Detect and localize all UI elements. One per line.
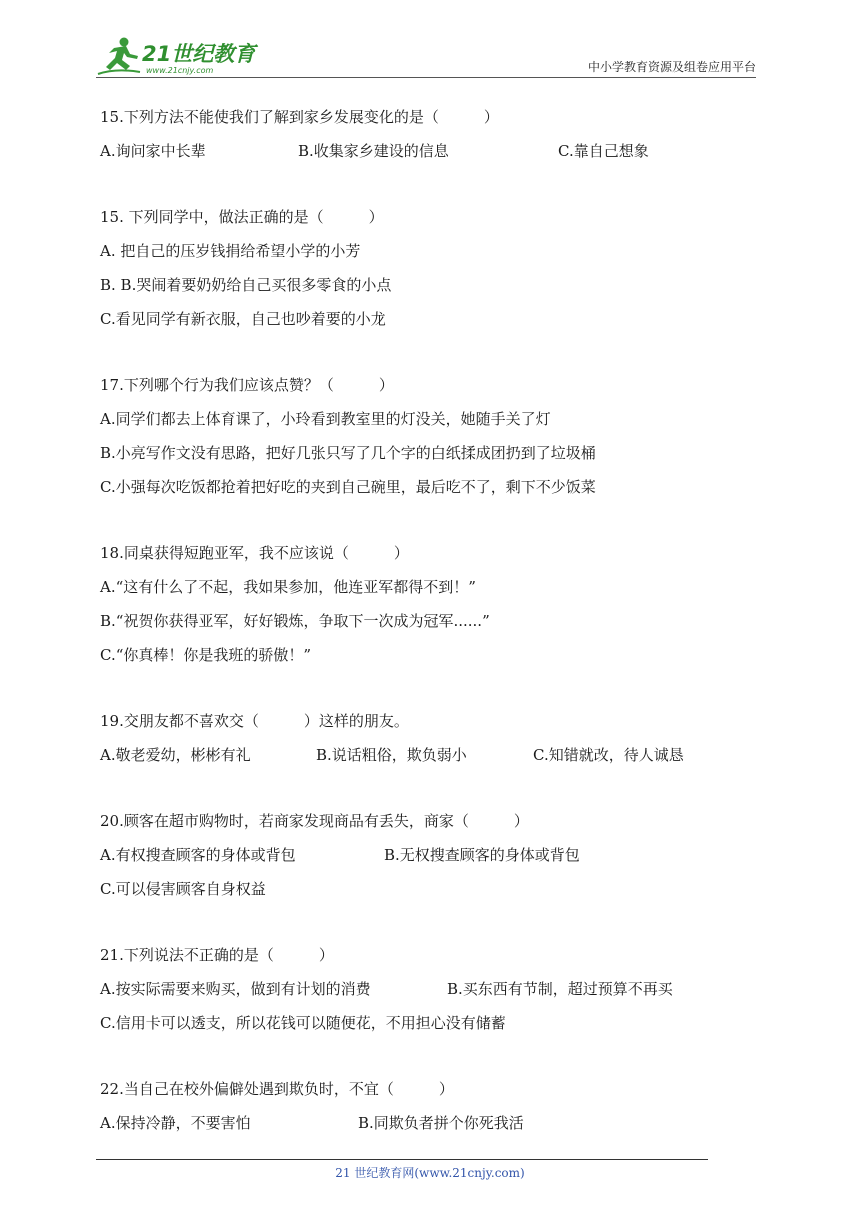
answer-option: A.保持冷静，不要害怕 — [100, 1114, 251, 1132]
option-row — [100, 972, 740, 1006]
option-row — [100, 268, 740, 302]
header-divider — [96, 77, 756, 78]
option-row — [100, 402, 740, 436]
answer-option: C.“你真棒！你是我班的骄傲！” — [100, 646, 312, 664]
question-stem: 19.交朋友都不喜欢交（ ）这样的朋友。 — [100, 712, 409, 730]
question-stem: 15.下列方法不能使我们了解到家乡发展变化的是（ ） — [100, 108, 499, 126]
answer-option: B.买东西有节制，超过预算不再买 — [447, 980, 673, 998]
answer-option: A.有权搜查顾客的身体或背包 — [100, 846, 296, 864]
answer-option: B.无权搜查顾客的身体或背包 — [384, 846, 580, 864]
answer-option: B.同欺负者拼个你死我活 — [358, 1114, 524, 1132]
svg-text:21世纪教育: 21世纪教育 — [142, 42, 256, 66]
answer-option: C.信用卡可以透支，所以花钱可以随便花，不用担心没有储蓄 — [100, 1014, 506, 1032]
footer-text: 21 世纪教育网(www.21cnjy.com) — [335, 1166, 525, 1180]
question-item — [100, 804, 740, 906]
answer-option: A.敬老爱幼，彬彬有礼 — [100, 746, 251, 764]
question-stem: 20.顾客在超市购物时，若商家发现商品有丢失，商家（ ） — [100, 812, 529, 830]
option-row — [100, 638, 740, 672]
question-item — [100, 368, 740, 504]
answer-option: C.小强每次吃饭都抢着把好吃的夹到自己碗里，最后吃不了，剩下不少饭菜 — [100, 478, 596, 496]
question-stem: 22.当自己在校外偏僻处遇到欺负时，不宜（ ） — [100, 1080, 454, 1098]
question-item — [100, 200, 740, 336]
question-stem: 17.下列哪个行为我们应该点赞？（ ） — [100, 376, 394, 394]
question-item — [100, 536, 740, 672]
option-row — [100, 872, 740, 906]
answer-option: A.“这有什么了不起，我如果参加，他连亚军都得不到！” — [100, 578, 476, 596]
svg-text:www.21cnjy.com: www.21cnjy.com — [146, 66, 214, 75]
answer-option: C.靠自己想象 — [558, 142, 649, 160]
option-row — [100, 1106, 740, 1140]
option-row — [100, 302, 740, 336]
question-item — [100, 1072, 740, 1140]
option-row — [100, 604, 740, 638]
runner-logo-icon — [96, 34, 266, 78]
answer-option: A. 把自己的压岁钱捐给希望小学的小芳 — [100, 242, 361, 260]
question-item — [100, 100, 740, 168]
page-header — [96, 34, 756, 78]
option-row — [100, 570, 740, 604]
site-logo — [96, 34, 266, 78]
option-row — [100, 470, 740, 504]
answer-option: A.同学们都去上体育课了，小玲看到教室里的灯没关，她随手关了灯 — [100, 410, 551, 428]
option-row — [100, 838, 740, 872]
answer-option: C.可以侵害顾客自身权益 — [100, 880, 266, 898]
answer-option: A.按实际需要来购买，做到有计划的消费 — [100, 980, 371, 998]
question-stem: 15. 下列同学中，做法正确的是（ ） — [100, 208, 384, 226]
option-row — [100, 1006, 740, 1040]
footer-divider — [96, 1159, 708, 1160]
option-row — [100, 234, 740, 268]
answer-option: C.看见同学有新衣服，自己也吵着要的小龙 — [100, 310, 386, 328]
platform-name: 中小学教育资源及组卷应用平台 — [587, 60, 756, 74]
option-row — [100, 738, 740, 772]
answer-option: B. B.哭闹着要奶奶给自己买很多零食的小点 — [100, 276, 392, 294]
option-row — [100, 134, 740, 168]
answer-option: B.“祝贺你获得亚军，好好锻炼，争取下一次成为冠军......” — [100, 612, 490, 630]
answer-option: B.小亮写作文没有思路，把好几张只写了几个字的白纸揉成团扔到了垃圾桶 — [100, 444, 596, 462]
question-item — [100, 938, 740, 1040]
answer-option: A.询问家中长辈 — [100, 142, 206, 160]
question-stem: 21.下列说法不正确的是（ ） — [100, 946, 334, 964]
answer-option: B.收集家乡建设的信息 — [298, 142, 449, 160]
option-row — [100, 436, 740, 470]
question-stem: 18.同桌获得短跑亚军，我不应该说（ ） — [100, 544, 409, 562]
answer-option: C.知错就改，待人诚恳 — [533, 746, 684, 764]
question-item — [100, 704, 740, 772]
question-list — [100, 100, 740, 1172]
answer-option: B.说话粗俗，欺负弱小 — [316, 746, 467, 764]
